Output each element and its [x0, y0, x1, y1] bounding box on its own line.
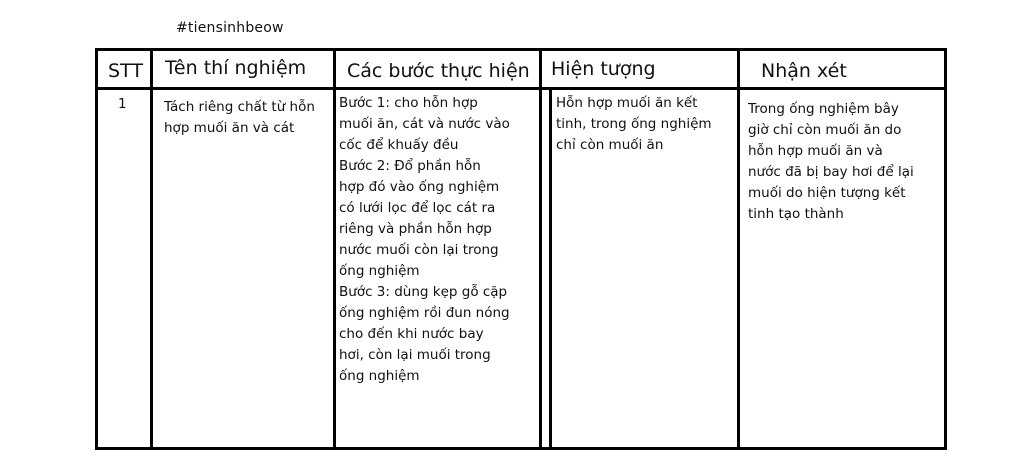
- column-divider-2: [333, 48, 336, 450]
- cell-remark: [748, 99, 914, 225]
- header-phenomenon: Hiện tượng: [551, 58, 656, 80]
- cell-line: ống nghiệm: [339, 263, 420, 279]
- cell-line: ống nghiệm rồi đun nóng: [339, 305, 510, 321]
- cell-line: cốc để khuấy đều: [339, 137, 459, 153]
- cell-line: hơi, còn lại muối trong: [339, 347, 491, 363]
- cell-line: có lưới lọc để lọc cát ra: [339, 200, 496, 216]
- column-divider-3: [539, 48, 542, 450]
- cell-line: riêng và phần hỗn hợp: [339, 221, 492, 237]
- cell-line: Tách riêng chất từ hỗn: [164, 99, 315, 115]
- cell-line: cho đến khi nước bay: [339, 326, 484, 342]
- cell-line: chỉ còn muối ăn: [556, 137, 664, 153]
- cell-line: nước đã bị bay hơi để lại: [748, 164, 914, 180]
- cell-line: tinh tạo thành: [748, 206, 844, 222]
- cell-line: muối ăn, cát và nước vào: [339, 116, 510, 132]
- cell-line: Bước 1: cho hỗn hợp: [339, 95, 478, 111]
- cell-line: hỗn hợp muối ăn và: [748, 143, 883, 159]
- column-divider-5: [737, 48, 740, 450]
- cell-stt: 1: [118, 96, 127, 112]
- header-stt: STT: [108, 60, 143, 82]
- header-experiment-name: Tên thí nghiệm: [165, 57, 307, 79]
- cell-steps: [339, 93, 510, 387]
- column-divider-4: [549, 90, 552, 448]
- cell-line: hợp muối ăn và cát: [164, 120, 295, 136]
- cell-line: Bước 3: dùng kẹp gỗ cặp: [339, 284, 508, 300]
- column-divider-1: [150, 48, 153, 450]
- cell-line: muối do hiện tượng kết: [748, 185, 906, 201]
- cell-experiment-name: [164, 97, 315, 139]
- cell-line: tinh, trong ống nghiệm: [556, 116, 712, 132]
- cell-line: Hỗn hợp muối ăn kết: [556, 95, 698, 111]
- cell-line: nước muối còn lại trong: [339, 242, 499, 258]
- hashtag-label: #tiensinhbeow: [176, 20, 284, 36]
- cell-line: giờ chỉ còn muối ăn do: [748, 122, 902, 138]
- cell-line: Bước 2: Đổ phần hỗn: [339, 158, 481, 174]
- header-steps: Các bước thực hiện: [347, 60, 530, 82]
- header-remark: Nhận xét: [761, 60, 847, 82]
- cell-phenomenon: [556, 93, 712, 156]
- cell-line: hợp đó vào ống nghiệm: [339, 179, 500, 195]
- cell-line: ống nghiệm: [339, 368, 420, 384]
- cell-line: Trong ống nghiệm bây: [748, 101, 899, 117]
- header-divider: [95, 87, 947, 90]
